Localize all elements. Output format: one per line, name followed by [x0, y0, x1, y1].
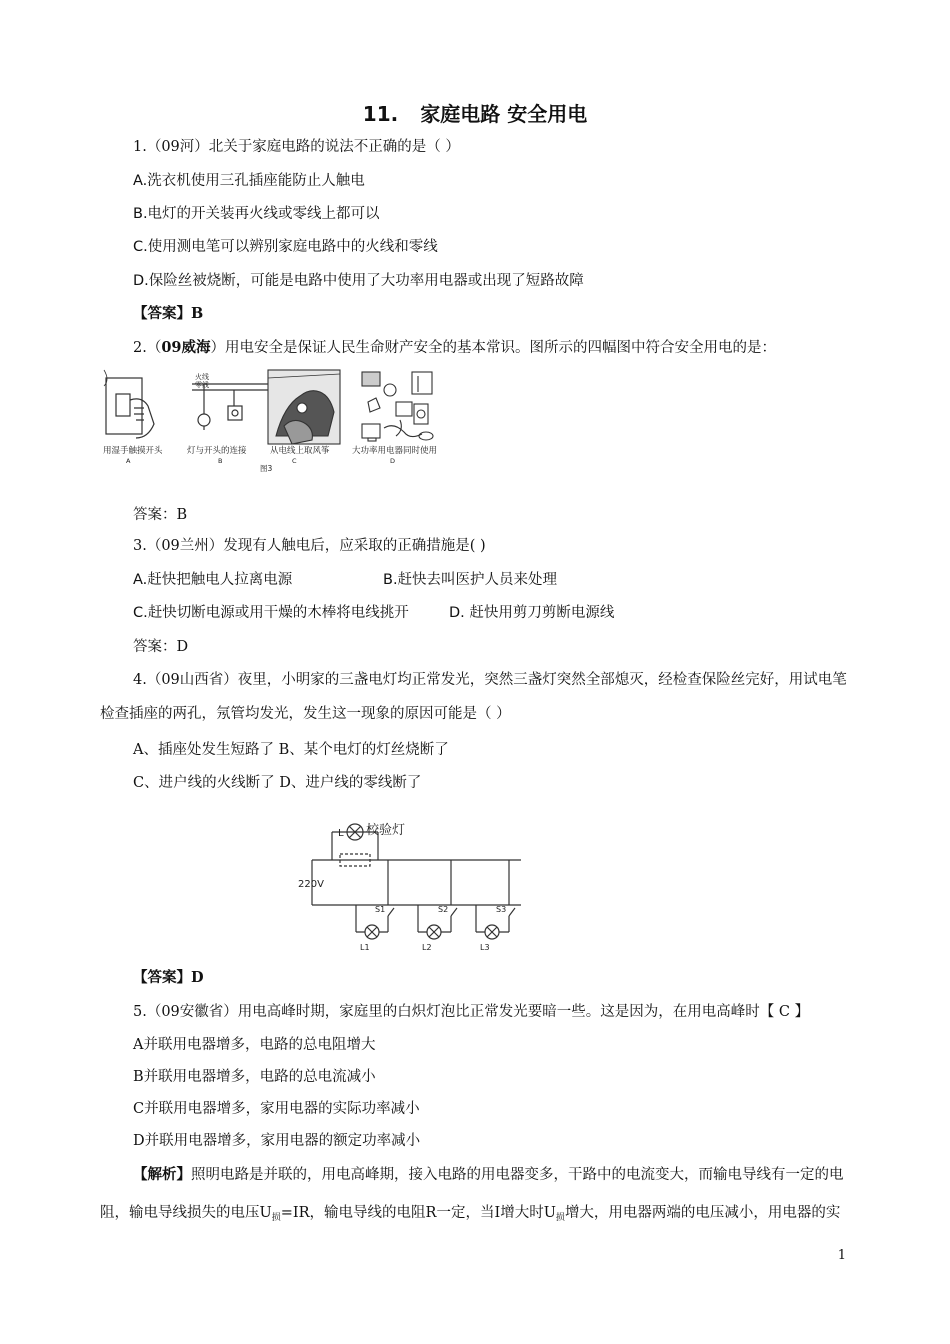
q4-circuit-figure	[296, 814, 526, 954]
circuit-s2-label: S2	[438, 905, 449, 914]
q3-stem: 3.（09兰州）发现有人触电后，应采取的正确措施是( )	[133, 538, 486, 554]
figure-c-letter: C	[292, 457, 297, 465]
q2-stem: 2.（09威海）用电安全是保证人民生命财产安全的基本常识。图所示的四幅图中符合安全用电的是：	[133, 339, 777, 356]
q1-option-b: B.电灯的开关装再火线或零线上都可以	[133, 206, 380, 222]
figure-d-caption: 大功率用电器同时使用	[352, 446, 438, 456]
figure-fire-line-label: 火线	[195, 373, 209, 381]
circuit-voltage-label: 220V	[298, 879, 324, 890]
q5-option-c: C并联用电器增多，家用电器的实际功率减小	[133, 1101, 420, 1117]
q1-option-a: A.洗衣机使用三孔插座能防止人触电	[133, 173, 365, 189]
figure-a-letter: A	[126, 457, 131, 465]
q4-options-cd: C、进户线的火线断了 D、进户线的零线断了	[133, 775, 422, 791]
figure-c-kite-wire	[268, 370, 340, 444]
figure-zero-line-label: 零线	[195, 381, 209, 389]
q3-option-b: B.赶快去叫医护人员来处理	[383, 572, 558, 588]
q1-option-d: D.保险丝被烧断，可能是电路中使用了大功率用电器或出现了短路故障	[133, 273, 584, 289]
figure-b-lamp-switch	[192, 384, 268, 430]
circuit-lamp-label: L	[338, 828, 344, 839]
q4-options-ab: A、插座处发生短路了 B、某个电灯的灯丝烧断了	[133, 742, 449, 758]
figure-d-appliances	[362, 372, 433, 441]
q5-stem: 5.（09安徽省）用电高峰时期，家庭里的白炽灯泡比正常发光要暗一些。这是因为，在用电高峰时【 C 】	[133, 1004, 810, 1020]
q3-option-c: C.赶快切断电源或用干燥的木棒将电线挑开	[133, 605, 409, 621]
circuit-s1-label: S1	[375, 905, 386, 914]
q5-option-a: A并联用电器增多，电路的总电阻增大	[133, 1037, 376, 1053]
q4-stem-line2: 检查插座的两孔，氖管均发光，发生这一现象的原因可能是（ ）	[100, 706, 511, 722]
q4-answer: 【答案】D	[133, 969, 204, 986]
figure-b-letter: B	[218, 457, 223, 465]
page-title: 11. 家庭电路 安全用电	[362, 102, 588, 126]
figure-a-wet-hand-switch	[104, 370, 154, 438]
page-number: 1	[837, 1248, 846, 1263]
figure-a-caption: 用湿手触摸开头	[103, 446, 163, 456]
circuit-l3-label: L3	[480, 943, 490, 952]
circuit-check-lamp-label: 校验灯	[366, 823, 406, 838]
q5-analysis-line2: 阻，输电导线损失的电压$U_损=IR$，输电导线的电阻R一定，当I增大时$U_损$增大，用电器两端的电压减小，用电器的实	[100, 1205, 841, 1223]
q1-option-c: C.使用测电笔可以辨别家庭电路中的火线和零线	[133, 239, 438, 255]
q5-analysis-line1: 【解析】照明电路是并联的，用电高峰期，接入电路的用电器变多，干路中的电流变大，而输电导线有一定的电	[133, 1166, 844, 1183]
q3-option-a: A.赶快把触电人拉离电源	[133, 572, 293, 588]
figure-b-caption: 灯与开头的连接	[187, 446, 247, 456]
q3-option-d: D. 赶快用剪刀剪断电源线	[449, 605, 615, 621]
circuit-l1-label: L1	[360, 943, 370, 952]
q5-option-d: D并联用电器增多，家用电器的额定功率减小	[133, 1133, 421, 1149]
figure-c-caption: 从电线上取风筝	[270, 446, 330, 456]
q2-answer: 答案：B	[133, 507, 188, 523]
q4-stem-line1: 4.（09山西省）夜里，小明家的三盏电灯均正常发光，突然三盏灯突然全部熄灭，经检查保险丝完好，用试电笔	[133, 672, 847, 688]
q2-figure	[100, 366, 465, 478]
q1-stem: 1.（09河）北关于家庭电路的说法不正确的是（ ）	[133, 139, 460, 155]
q1-answer: 【答案】B	[133, 305, 204, 322]
circuit-s3-label: S3	[496, 905, 507, 914]
q5-option-b: B并联用电器增多，电路的总电流减小	[133, 1069, 376, 1085]
q3-answer: 答案：D	[133, 639, 189, 655]
figure-label: 图3	[260, 464, 273, 473]
circuit-l2-label: L2	[422, 943, 432, 952]
figure-d-letter: D	[390, 457, 396, 465]
